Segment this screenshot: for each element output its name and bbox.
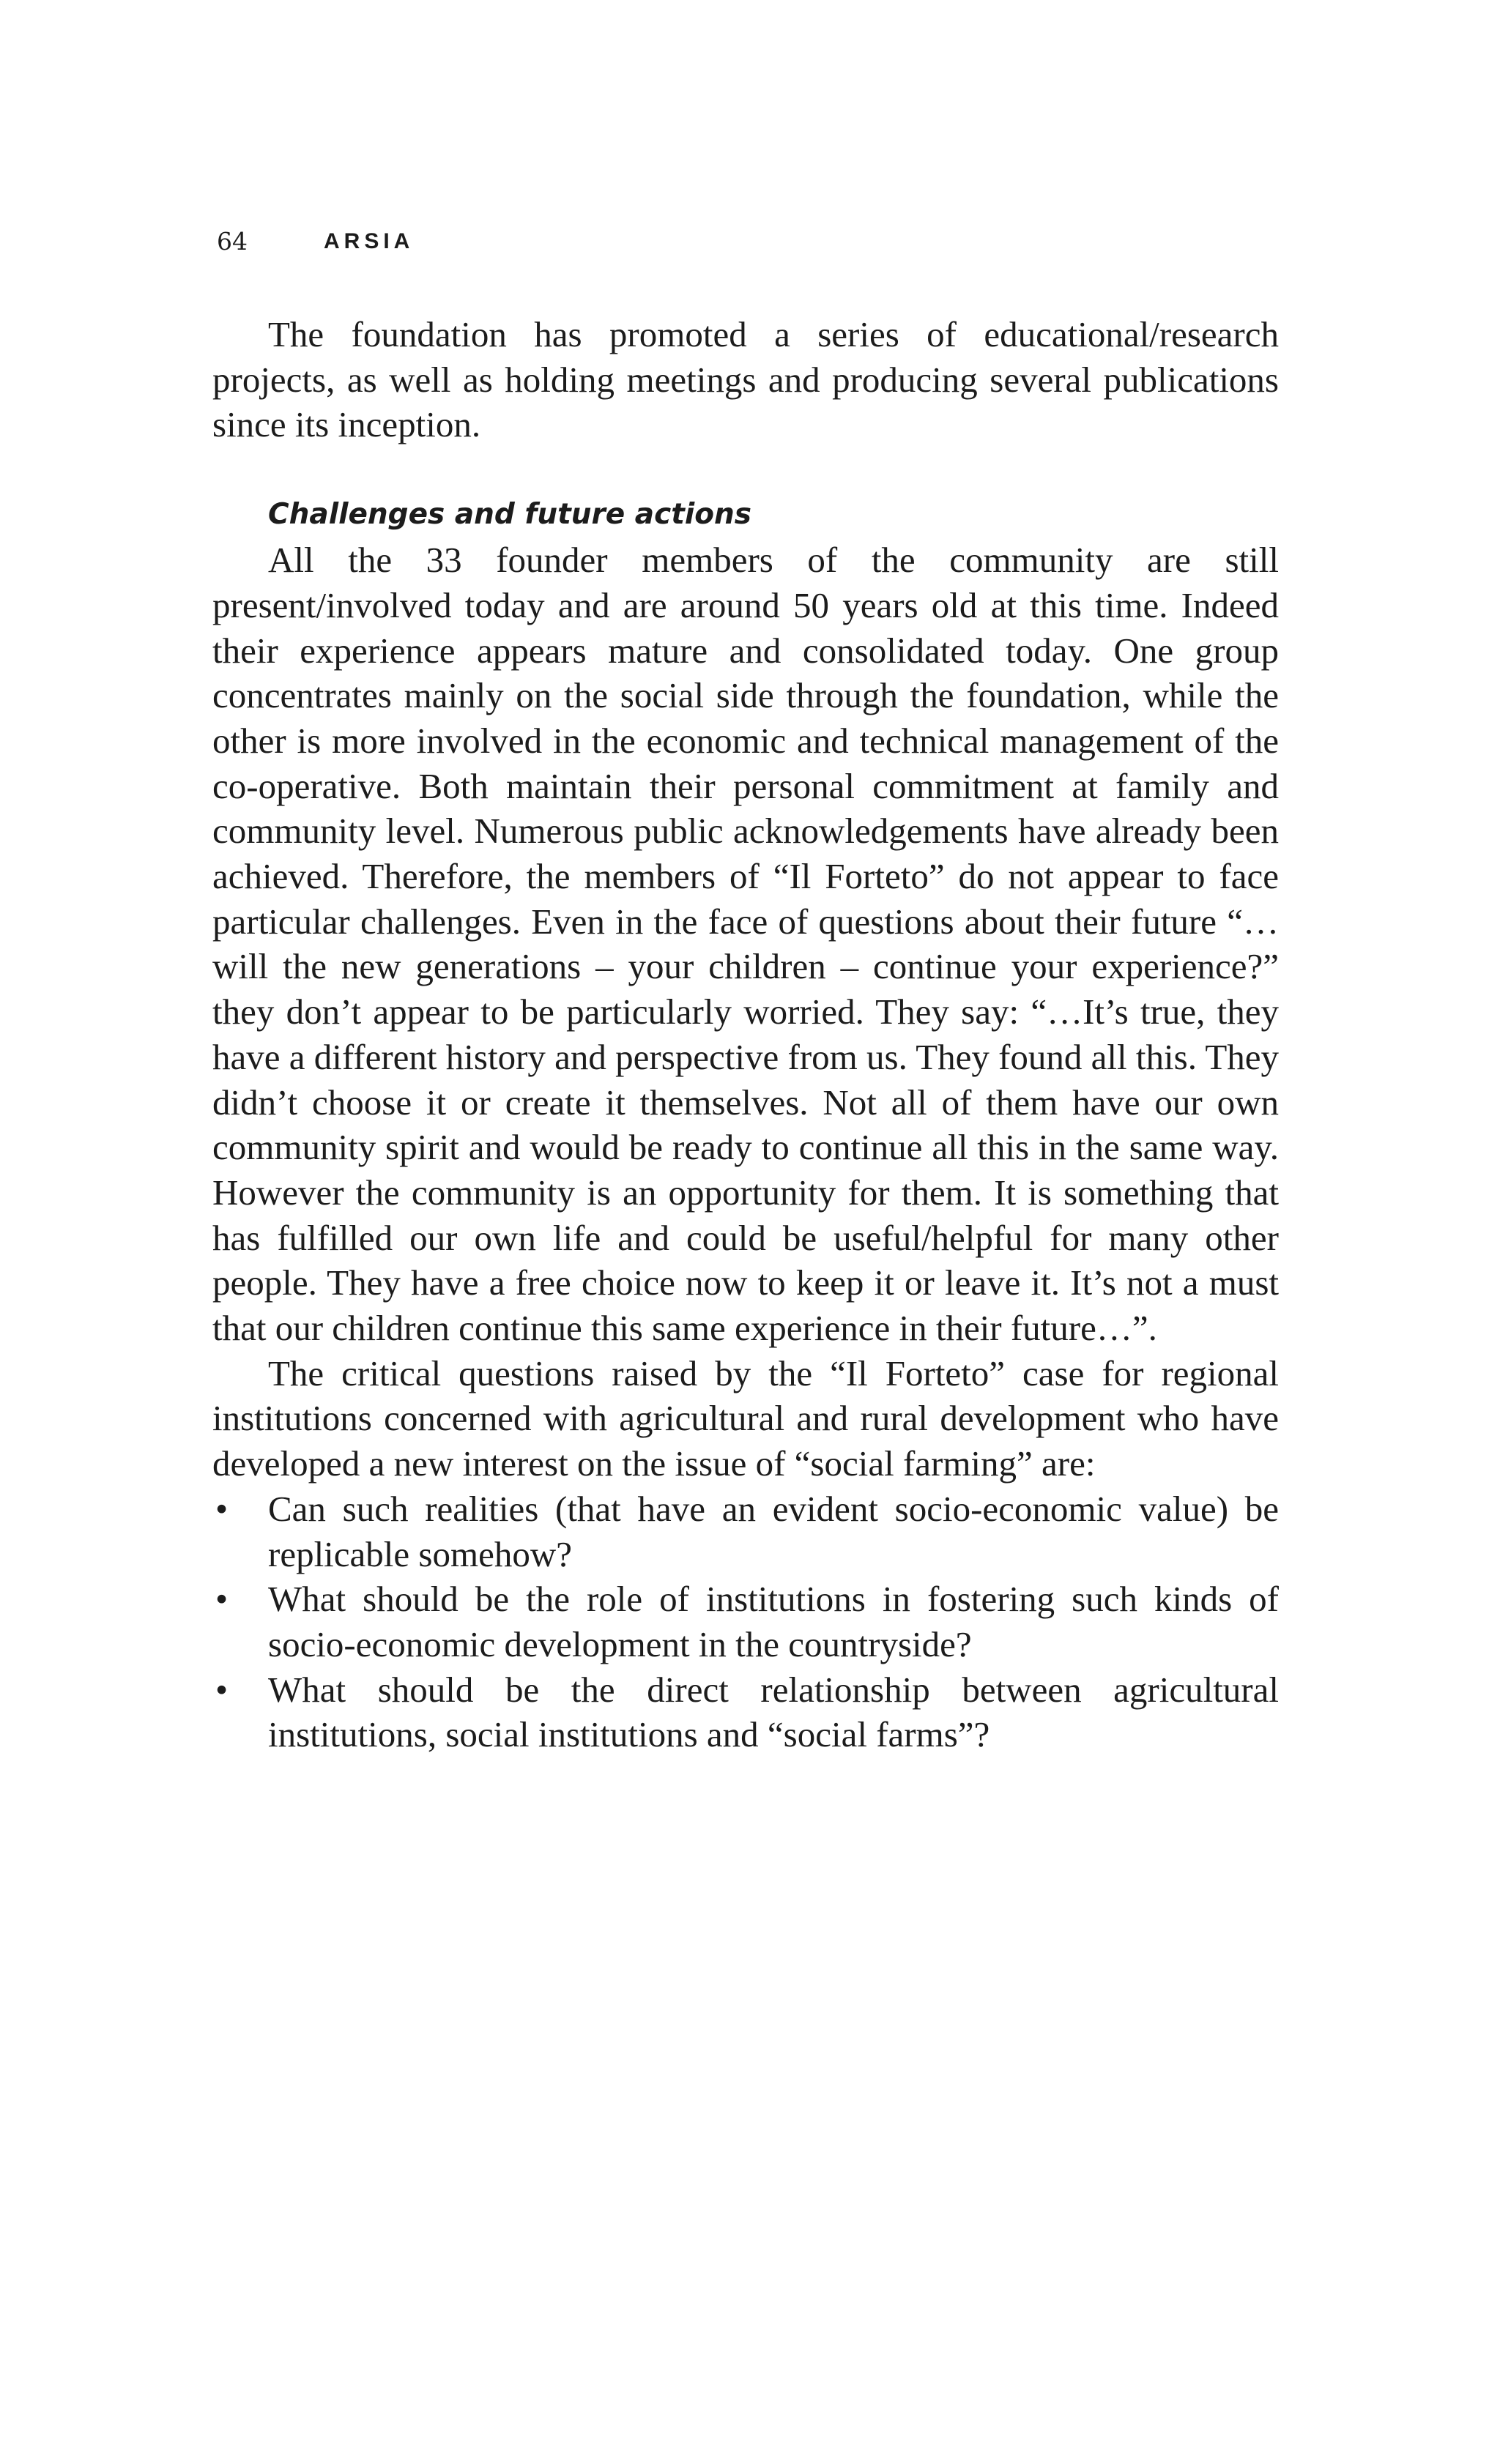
paragraph-challenges: All the 33 founder members of the community are still present/involved today and are around 50 years old at this time. Indeed their experience appears mature and consolidated today. One group concentrates mainly on the social side through the foundation, while the other is more involved in the economic and technical management of the co-operative. Both maintain their personal commitment at family and community level. Numerous public acknowledgements have already been achieved. Therefore, the members of “Il Forteto” do not appear to face particular challenges. Even in the face of questions about their future “…will the new generations – your children – continue your experience?” they don’t appear to be particularly worried. They say: “…It’s true, they have a different history and perspective from us. They found all this. They didn’t choose it or create it themselves. Not all of them have our own community spirit and would be ready to continue all this in the same way. However the community is an opportunity for them. It is something that has fulfilled our own life and could be useful/helpful for many other people. They have a free choice now to keep it or leave it. It’s not a must that our children continue this same experience in their future…”. — [212, 540, 1280, 1349]
list-item — [212, 1667, 1279, 1757]
bullet-icon: • — [215, 1669, 229, 1710]
section-gap — [212, 447, 1279, 492]
list-item-text: Can such realities (that have an evident socio-economic value) be replicable somehow? — [268, 1488, 1279, 1574]
list-item — [212, 1577, 1279, 1667]
bullet-icon: • — [215, 1579, 229, 1620]
bullet-icon: • — [215, 1488, 229, 1529]
section-heading: Challenges and future actions — [268, 498, 752, 532]
list-item — [212, 1486, 1279, 1577]
body-text — [212, 312, 1279, 1757]
page-number: 64 — [217, 227, 248, 256]
running-title: ARSIA — [324, 229, 415, 253]
paragraph-critical-questions: The critical questions raised by the “Il Forteto” case for regional institutions concerned with agricultural and rural development who have developed a new interest on the issue of “social farming” are: — [212, 1352, 1279, 1484]
list-item-text: What should be the direct relationship between agricultural institutions, social institutions and “social farms”? — [268, 1669, 1279, 1755]
list-item-text: What should be the role of institutions in fostering such kinds of socio-economic development in the countryside? — [268, 1579, 1279, 1664]
running-head — [217, 220, 1286, 264]
paragraph-foundation: The foundation has promoted a series of educational/research projects, as well as holding meetings and producing several publications since its inception. — [212, 314, 1279, 445]
question-list — [212, 1486, 1279, 1757]
